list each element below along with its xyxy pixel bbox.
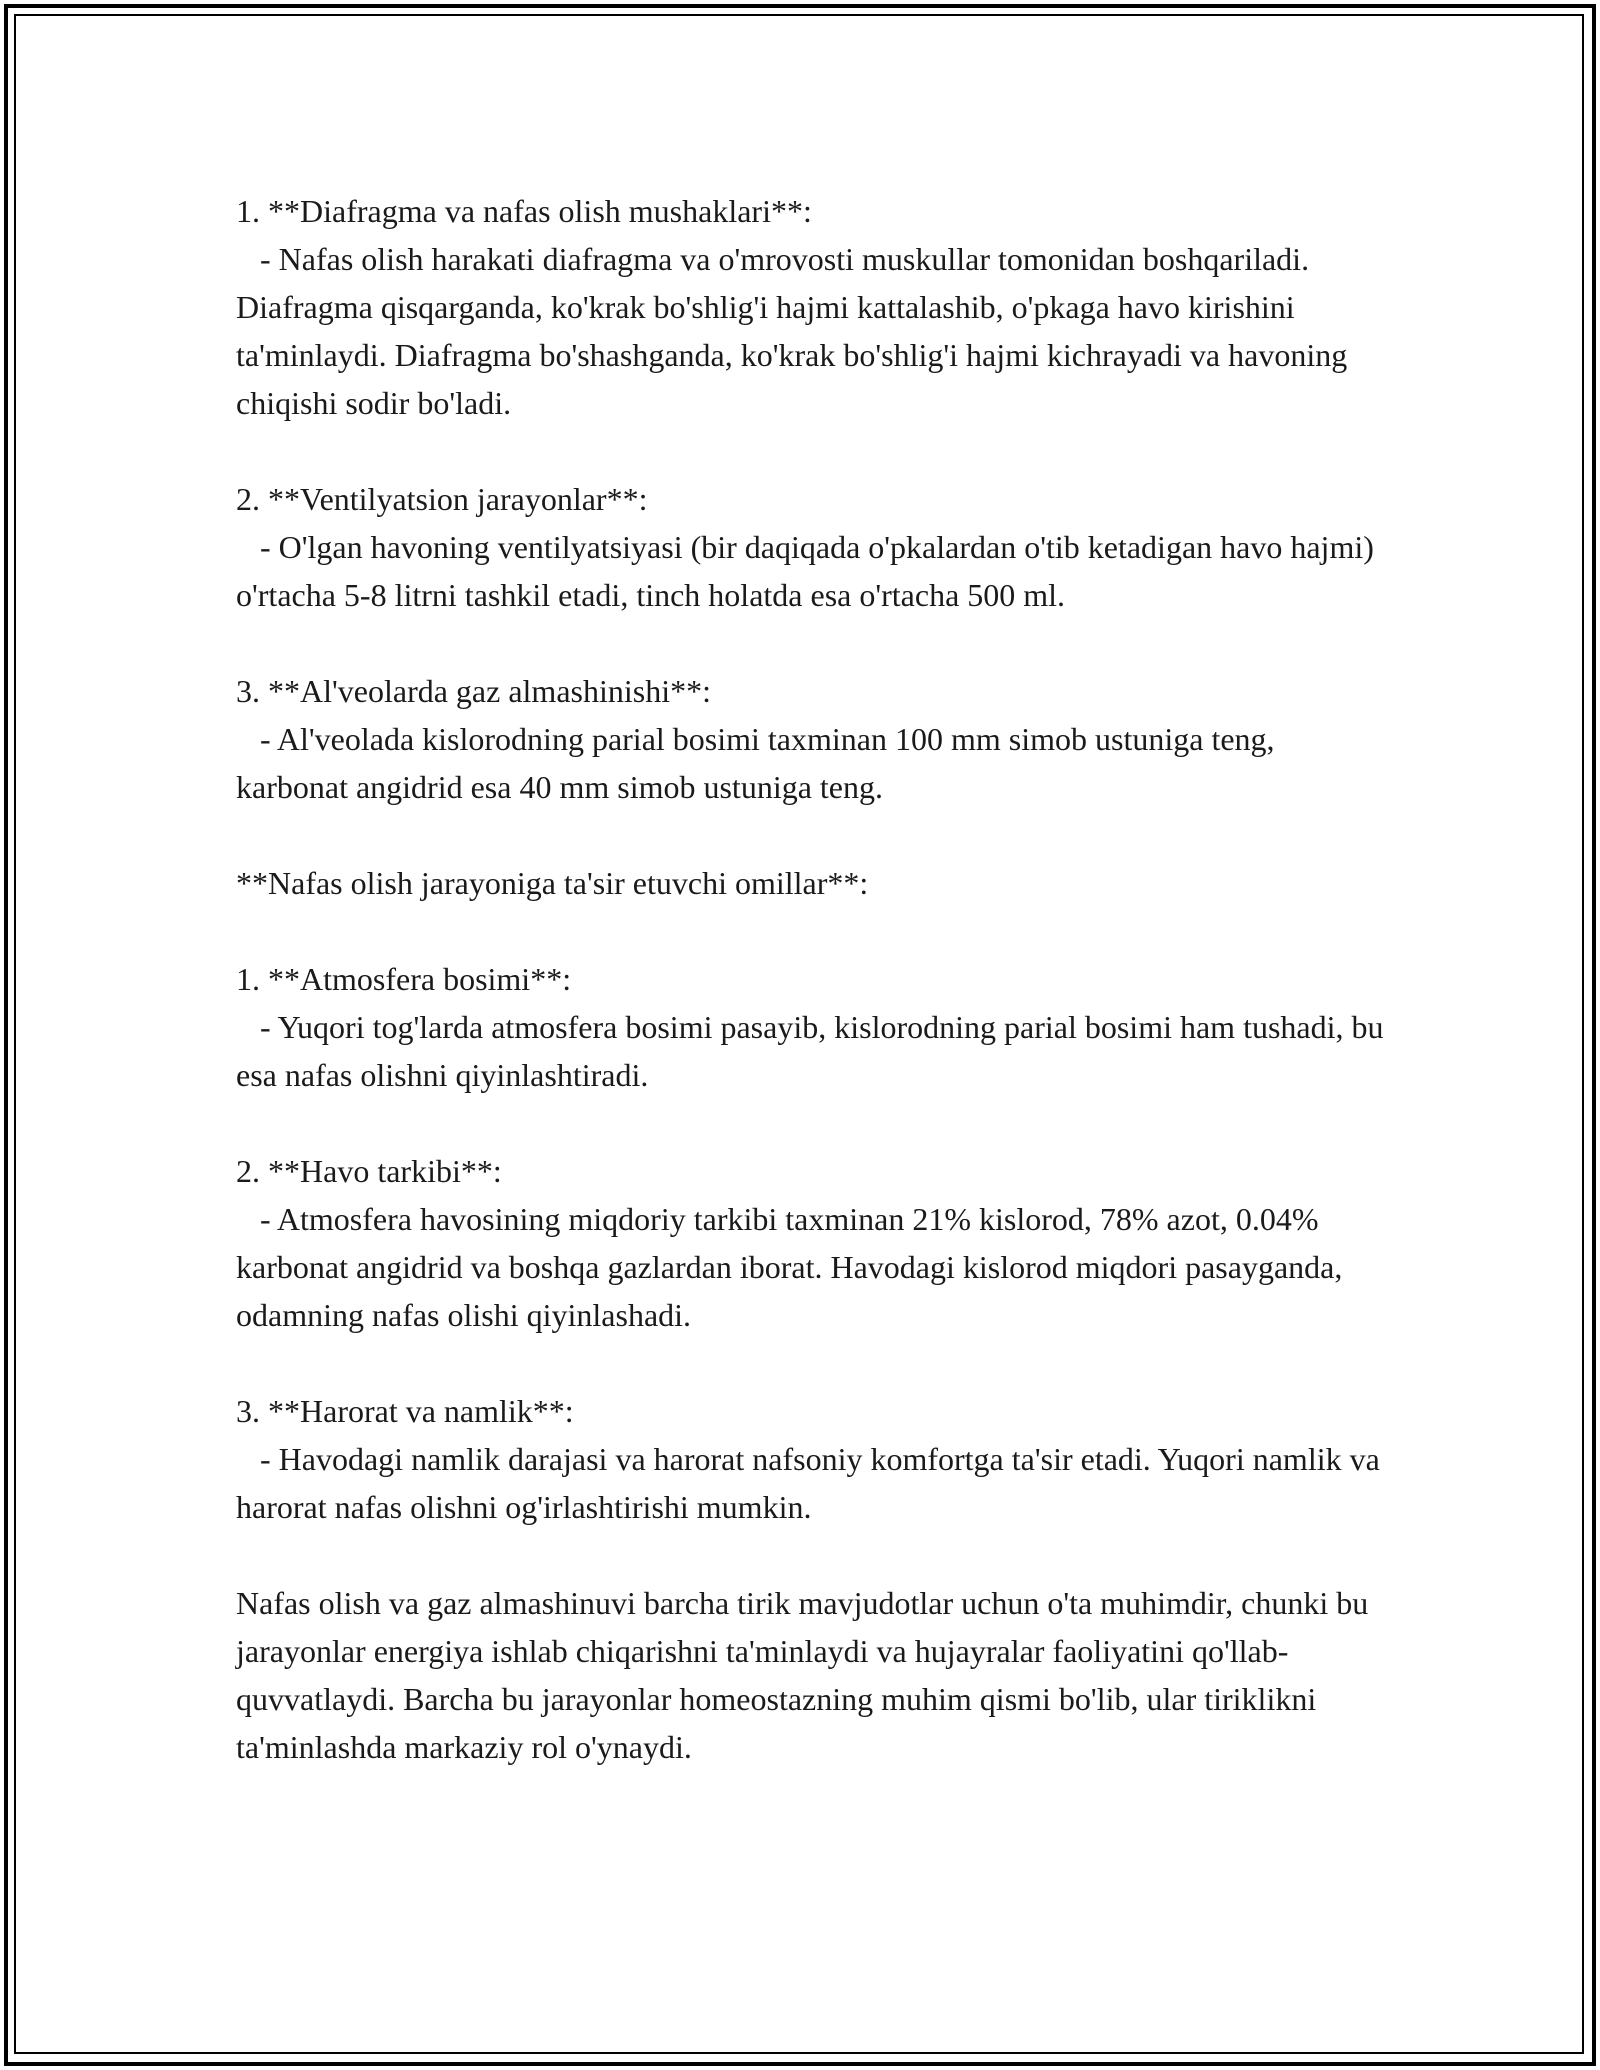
section-body: - Nafas olish harakati diafragma va o'mrovosti muskullar tomonidan boshqariladi. Diafragma qisqarganda, ko'krak bo'shlig'i hajmi kattalashib, o'pkaga havo kirishini ta'minlaydi. Diafragma bo'shashganda, ko'krak bo'shlig'i hajmi kichrayadi va havoning chiqishi sodir bo'ladi.	[236, 241, 1356, 421]
section-3	[236, 667, 1386, 811]
factor-heading: 1. **Atmosfera bosimi**:	[236, 961, 572, 997]
section-1	[236, 187, 1386, 427]
conclusion-paragraph: Nafas olish va gaz almashinuvi barcha tirik mavjudotlar uchun o'ta muhimdir, chunki bu jarayonlar energiya ishlab chiqarishni ta'minlaydi va hujayralar faoliyatini qo'llab-quvvatlaydi. Barcha bu jarayonlar homeostazning muhim qismi bo'lib, ular tiriklikni ta'minlashda markaziy rol o'ynaydi.	[236, 1585, 1377, 1765]
section-heading: 1. **Diafragma va nafas olish mushaklari**:	[236, 193, 812, 229]
section-heading: 2. **Ventilyatsion jarayonlar**:	[236, 481, 648, 517]
section-body: - Al'veolada kislorodning parial bosimi taxminan 100 mm simob ustuniga teng, karbonat angidrid esa 40 mm simob ustuniga teng.	[236, 721, 1283, 805]
section-heading: 3. **Al'veolarda gaz almashinishi**:	[236, 673, 711, 709]
document-body	[236, 187, 1392, 1819]
factors-heading-block	[236, 859, 1386, 907]
factor-2	[236, 1147, 1386, 1339]
factor-1	[236, 955, 1392, 1099]
factor-body: - Yuqori tog'larda atmosfera bosimi pasayib, kislorodning parial bosimi ham tushadi, bu esa nafas olishni qiyinlashtiradi.	[236, 1009, 1392, 1093]
section-body: - O'lgan havoning ventilyatsiyasi (bir daqiqada o'pkalardan o'tib ketadigan havo hajmi) o'rtacha 5-8 litrni tashkil etadi, tinch holatda esa o'rtacha 500 ml.	[236, 529, 1382, 613]
factor-heading: 2. **Havo tarkibi**:	[236, 1153, 502, 1189]
factor-body: - Atmosfera havosining miqdoriy tarkibi taxminan 21% kislorod, 78% azot, 0.04% karbonat angidrid va boshqa gazlardan iborat. Havodagi kislorod miqdori pasayganda, odamning nafas olishi qiyinlashadi.	[236, 1201, 1351, 1333]
section-2	[236, 475, 1386, 619]
conclusion-block	[236, 1579, 1386, 1771]
factors-heading: **Nafas olish jarayoniga ta'sir etuvchi omillar**:	[236, 865, 869, 901]
factor-body: - Havodagi namlik darajasi va harorat nafsoniy komfortga ta'sir etadi. Yuqori namlik va harorat nafas olishni og'irlashtirishi mumkin.	[236, 1441, 1388, 1525]
factor-heading: 3. **Harorat va namlik**:	[236, 1393, 574, 1429]
factor-3	[236, 1387, 1386, 1531]
